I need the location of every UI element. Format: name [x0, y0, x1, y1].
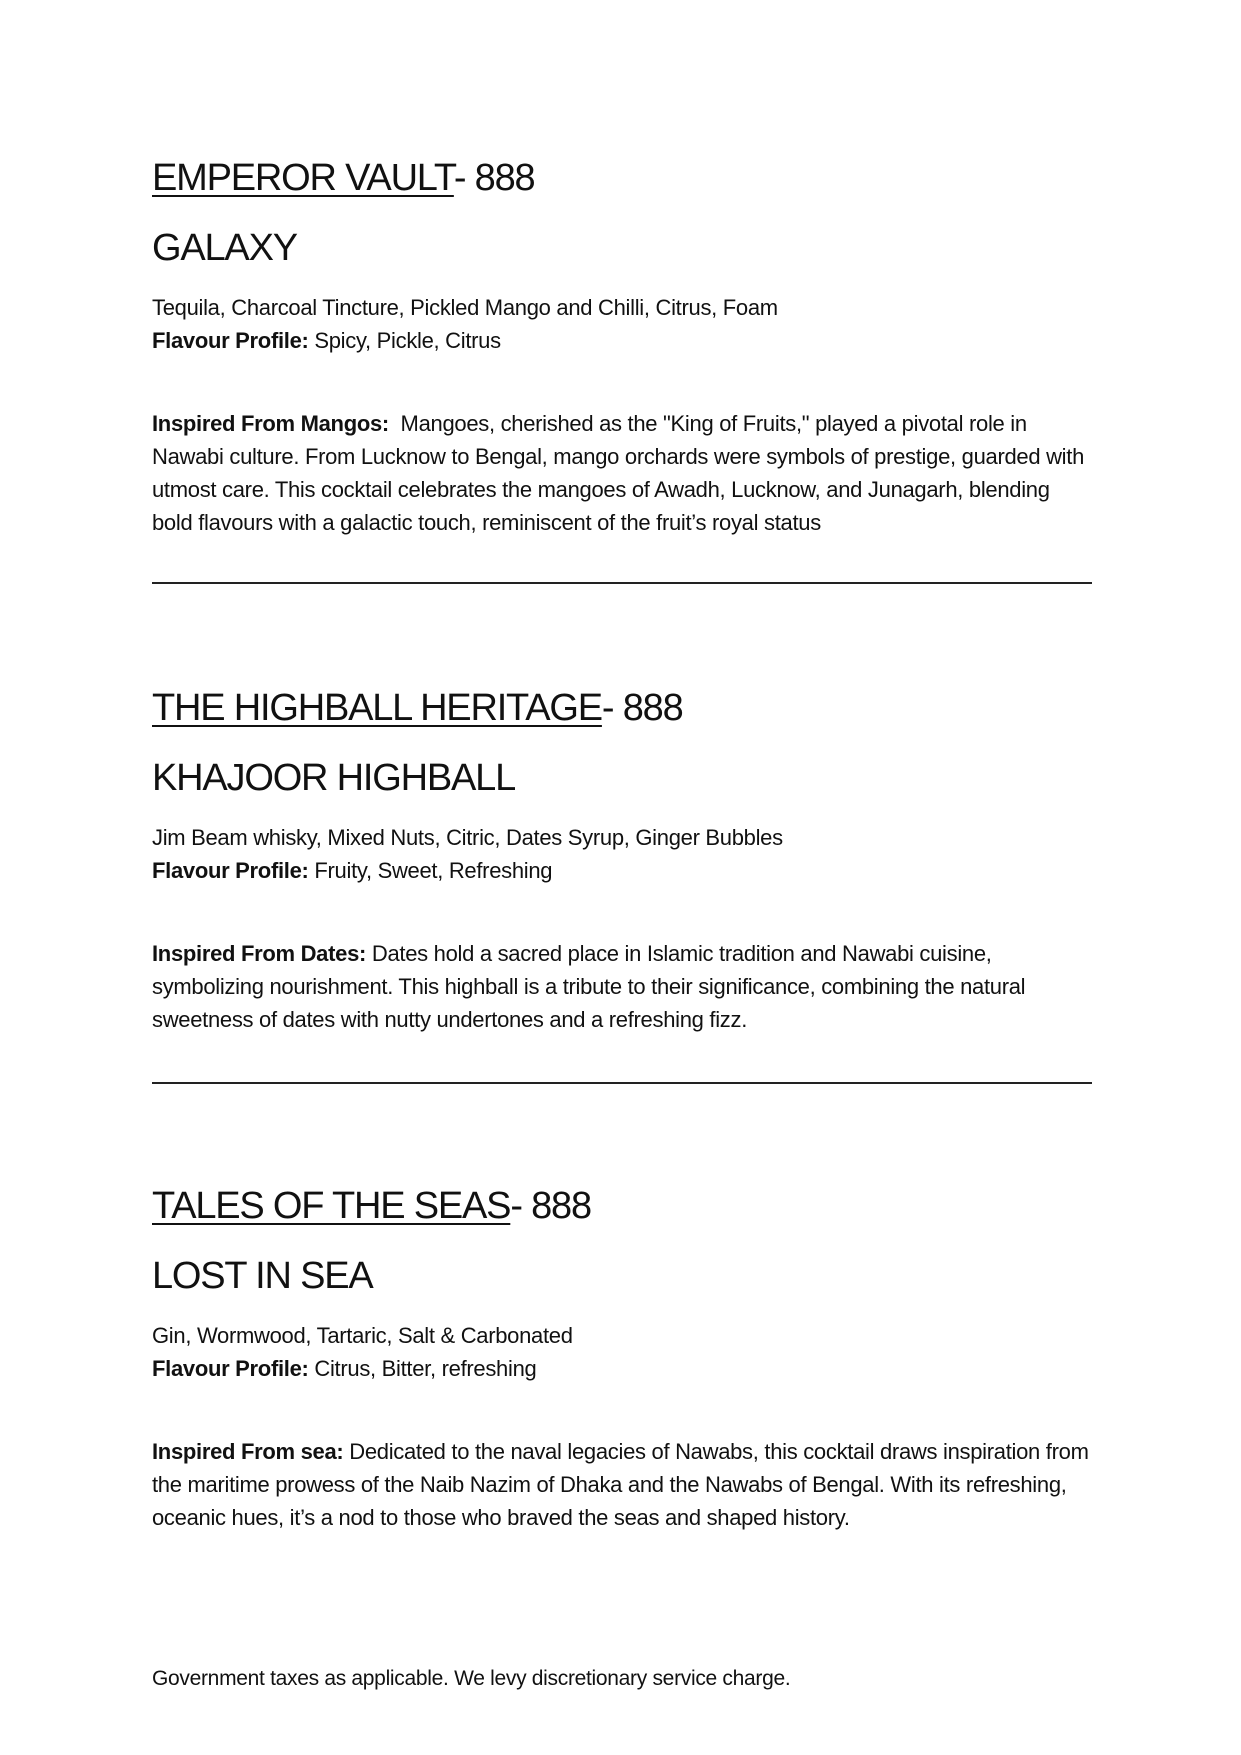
collection-name: TALES OF THE SEAS — [152, 1185, 511, 1227]
collection-name: EMPEROR VAULT — [152, 157, 454, 199]
inspired-text: Dedicated to the naval legacies of Nawabs, this cocktail draws inspiration from the maritime prowess of the Naib Nazim of Dhaka and the Nawabs of Bengal. With its refreshing, oceanic hues, it’s a nod to those who braved the seas and shaped history. — [152, 1439, 1095, 1530]
section-heading — [152, 156, 1092, 200]
inspired-label: Inspired From Dates: — [152, 941, 367, 966]
drink-name: GALAXY — [152, 227, 297, 269]
collection-name: THE HIGHBALL HERITAGE — [152, 687, 602, 729]
section-divider — [152, 582, 1092, 584]
inspired-text: Mangoes, cherished as the "King of Fruits," played a pivotal role in Nawabi culture. From Lucknow to Bengal, mango orchards were symbols of prestige, guarded with utmost care. This cocktail celebrates the mangoes of Awadh, Lucknow, and Junagarh, blending bold flavours with a galactic touch, reminiscent of the fruit’s royal status — [152, 411, 1090, 535]
flavour-value: Citrus, Bitter, refreshing — [308, 1356, 537, 1381]
flavour-profile — [152, 324, 1092, 357]
section-heading — [152, 686, 1092, 730]
inspiration — [152, 937, 1092, 1036]
inspired-text: Dates hold a sacred place in Islamic tradition and Nawabi cuisine, symbolizing nourishment. This highball is a tribute to their significance, combining the natural sweetness of dates with nutty undertones and a refreshing fizz. — [152, 941, 1032, 1032]
flavour-label: Flavour Profile: — [152, 328, 309, 353]
price: - 888 — [601, 687, 683, 729]
flavour-value: Spicy, Pickle, Citrus — [308, 328, 501, 353]
price: - 888 — [510, 1185, 591, 1227]
section-divider — [152, 1082, 1092, 1084]
menu-section-emperor-vault — [152, 156, 1092, 535]
inspired-label: Inspired From sea: — [152, 1439, 344, 1464]
price: - 888 — [453, 157, 535, 199]
menu-section-tales-of-the-seas — [152, 1184, 1095, 1530]
flavour-profile — [152, 1352, 1092, 1385]
menu-section-highball-heritage — [152, 686, 1092, 1032]
inspired-label: Inspired From Mangos: — [152, 411, 389, 436]
ingredients: Tequila, Charcoal Tincture, Pickled Mango and Chilli, Citrus, Foam — [152, 295, 778, 320]
ingredients: Gin, Wormwood, Tartaric, Salt & Carbonated — [152, 1323, 573, 1348]
inspiration — [152, 1435, 1095, 1534]
footer-note: Government taxes as applicable. We levy discretionary service charge. — [152, 1667, 791, 1690]
flavour-profile — [152, 854, 1092, 887]
section-heading — [152, 1184, 1092, 1228]
inspiration — [152, 407, 1092, 539]
flavour-value: Fruity, Sweet, Refreshing — [308, 858, 553, 883]
drink-name: KHAJOOR HIGHBALL — [152, 757, 516, 799]
ingredients: Jim Beam whisky, Mixed Nuts, Citric, Dates Syrup, Ginger Bubbles — [152, 825, 783, 850]
flavour-label: Flavour Profile: — [152, 858, 309, 883]
drink-name: LOST IN SEA — [152, 1255, 373, 1297]
flavour-label: Flavour Profile: — [152, 1356, 309, 1381]
